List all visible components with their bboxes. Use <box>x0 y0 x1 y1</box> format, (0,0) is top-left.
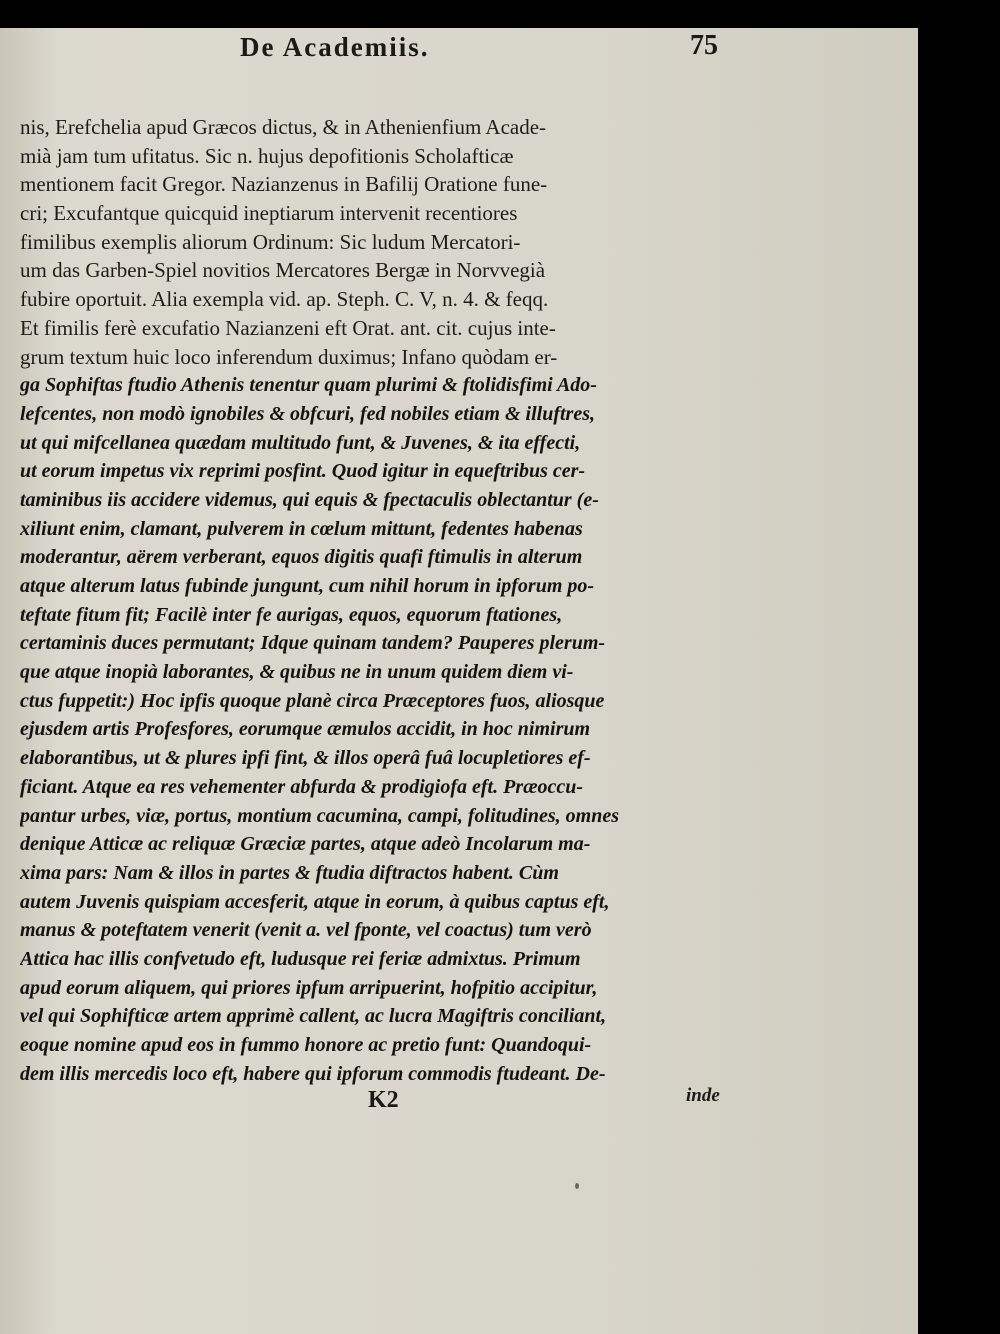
text-line: nis, Erefchelia apud Græcos dictus, & in Athenienfium Acade- <box>20 115 547 139</box>
text-line: dem illis mercedis loco eft, habere qui ipforum commodis ftudeant. De- <box>20 1062 606 1085</box>
running-title: De Academiis. <box>240 32 430 62</box>
text-line: fubire oportuit. Alia exempla vid. ap. Steph. C. V, n. 4. & feqq. <box>20 287 549 312</box>
text-line: manus & poteftatem venerit (venit a. vel fponte, vel coactus) tum verò <box>20 919 592 942</box>
text-line: atque alterum latus fubinde jungunt, cum nihil horum in ipforum po- <box>20 575 595 597</box>
text-line: eoque nomine apud eos in fummo honore ac pretio funt: Quandoqui- <box>20 1034 592 1056</box>
paper-speck <box>575 1183 579 1189</box>
text-line: certaminis duces permutant; Idque quinam tandem? Pauperes plerum- <box>20 632 606 655</box>
text-line: ut eorum impetus vix reprimi posfint. Quod igitur in equeftribus cer- <box>20 460 586 483</box>
text-line: Attica hac illis confvetudo eft, ludusque rei feriæ admixtus. Primum <box>20 947 581 970</box>
text-line: moderantur, aërem verberant, equos digitis quafi ftimulis in alterum <box>20 546 583 569</box>
text-line: que atque inopià laborantes, & quibus ne in unum quidem diem vi- <box>20 661 574 684</box>
text-line: taminibus iis accidere videmus, qui equis & fpectaculis oblectantur (e- <box>20 488 599 511</box>
text-line: xiliunt enim, clamant, pulverem in cœlum mittunt, fedentes habenas <box>20 517 583 540</box>
text-line: fimilibus exemplis aliorum Ordinum: Sic ludum Mercatori- <box>20 229 521 254</box>
text-line: ga Sophiftas ftudio Athenis tenentur quam plurimi & ftolidisfimi Ado- <box>20 374 597 397</box>
text-line: cri; Excufantque quicquid ineptiarum intervenit recentiores <box>20 201 518 226</box>
text-line: ut qui mifcellanea quædam multitudo funt, & Juvenes, & ita effecti, <box>20 431 581 454</box>
text-line: um das Garben-Spiel novitios Mercatores Bergæ in Norvvegià <box>20 258 546 283</box>
text-line: mià jam tum ufitatus. Sic n. hujus depofitionis Scholafticæ <box>20 143 514 168</box>
text-line: denique Atticæ ac reliquæ Græciæ partes, atque adeò Incolarum ma- <box>20 833 591 856</box>
text-line: grum textum huic loco inferendum duximus; Infano quòdam er- <box>20 344 558 369</box>
page-body-text <box>20 113 732 1088</box>
signature-mark: K2 <box>368 1087 399 1113</box>
text-line: Et fimilis ferè excufatio Nazianzeni eft Orat. ant. cit. cujus inte- <box>20 315 556 340</box>
text-line: pantur urbes, viæ, portus, montium cacumina, campi, folitudines, omnes <box>20 804 619 827</box>
text-line: ficiant. Atque ea res vehementer abfurda & prodigiofa eft. Præoccu- <box>20 775 584 798</box>
page-footer <box>0 1085 918 1125</box>
page-number: 75 <box>690 30 718 61</box>
text-line: autem Juvenis quispiam accesferit, atque in eorum, à quibus captus eft, <box>20 890 610 913</box>
text-line: vel qui Sophifticæ artem apprimè callent, ac lucra Magiftris conciliant, <box>20 1005 607 1028</box>
text-line: mentionem facit Gregor. Nazianzenus in Bafilij Oratione fune- <box>20 172 548 197</box>
text-line: apud eorum aliquem, qui priores ipfum arripuerint, hofpitio accipitur, <box>20 976 598 999</box>
text-line: ejusdem artis Profesfores, eorumque æmulos accidit, in hoc nimirum <box>20 718 591 741</box>
text-line: ctus fuppetit:) Hoc ipfis quoque planè circa Præceptores fuos, aliosque <box>20 689 605 712</box>
text-line: lefcentes, non modò ignobiles & obfcuri, fed nobiles etiam & illuftres, <box>20 402 595 425</box>
text-line: xima pars: Nam & illos in partes & ftudia diftractos habent. Cùm <box>20 861 559 884</box>
page-header <box>0 30 918 70</box>
text-line: teftate fitum fit; Facilè inter fe aurigas, equos, equorum ftationes, <box>20 603 563 626</box>
catchword: inde <box>686 1085 720 1106</box>
text-line: elaborantibus, ut & plures ipfi fint, & illos operâ fuâ locupletiores ef- <box>20 747 591 770</box>
